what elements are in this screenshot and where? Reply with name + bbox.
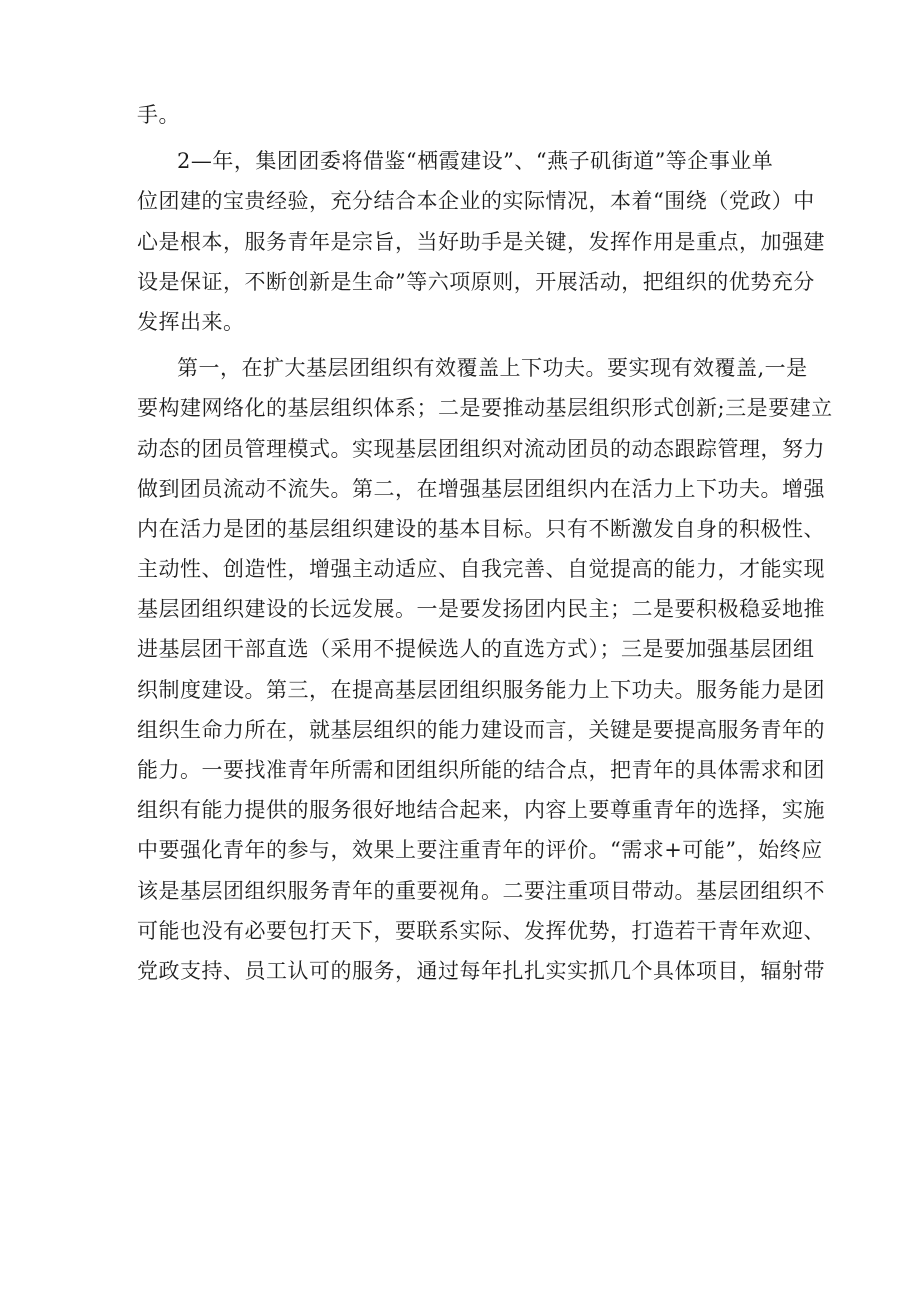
paragraph-first-line: 2—年，集团团委将借鉴“栖霞建设”、“燕子矶街道”等企事业单 (177, 149, 774, 174)
text-line: 发挥出来。 (137, 309, 245, 334)
text-line: 心是根本，服务青年是宗旨，当好助手是关键，发挥作用是重点，加强建 (137, 229, 825, 254)
text-line: 主动性、创造性，增强主动适应、自我完善、自觉提高的能力，才能实现 (137, 557, 825, 582)
text-line: 党政支持、员工认可的服务，通过每年扎扎实实抓几个具体项目，辐射带 (137, 958, 825, 983)
text-line: 设是保证，不断创新是生命”等六项原则，开展活动，把组织的优势充分 (137, 269, 815, 294)
text-line: 基层团组织建设的长远发展。一是要发扬团内民主；二是要积极稳妥地推 (137, 597, 825, 622)
text-line: 可能也没有必要包打天下，要联系实际、发挥优势，打造若干青年欢迎、 (137, 918, 825, 943)
text-line: 手。 (137, 103, 180, 127)
text-line: 进基层团干部直选（采用不提候选人的直选方式）；三是要加强基层团组 (137, 637, 815, 662)
text-line: 组织生命力所在，就基层组织的能力建设而言，关键是要提高服务青年的 (137, 717, 825, 742)
text-line: 做到团员流动不流失。第二，在增强基层团组织内在活力上下功夫。增强 (137, 476, 825, 501)
text-line: 织制度建设。第三，在提高基层团组织服务能力上下功夫。服务能力是团 (137, 677, 825, 702)
text-line: 组织有能力提供的服务很好地结合起来，内容上要尊重青年的选择，实施 (137, 798, 825, 823)
text-line: 要构建网络化的基层组织体系；二是要推动基层组织形式创新;三是要建立 (137, 396, 833, 421)
text-line: 中要强化青年的参与，效果上要注重青年的评价。“需求+可能”，始终应 (137, 838, 823, 863)
text-line: 位团建的宝贵经验，充分结合本企业的实际情况，本着“围绕（党政）中 (137, 189, 815, 214)
paragraph-first-line: 第一，在扩大基层团组织有效覆盖上下功夫。要实现有效覆盖,一是 (177, 356, 808, 381)
text-line: 能力。一要找准青年所需和团组织所能的结合点，把青年的具体需求和团 (137, 758, 825, 782)
text-line: 动态的团员管理模式。实现基层团组织对流动团员的动态跟踪管理，努力 (137, 436, 825, 461)
document-body (137, 95, 833, 991)
text-line: 该是基层团组织服务青年的重要视角。二要注重项目带动。基层团组织不 (137, 878, 825, 903)
text-line: 内在活力是团的基层组织建设的基本目标。只有不断激发自身的积极性、 (137, 516, 825, 541)
